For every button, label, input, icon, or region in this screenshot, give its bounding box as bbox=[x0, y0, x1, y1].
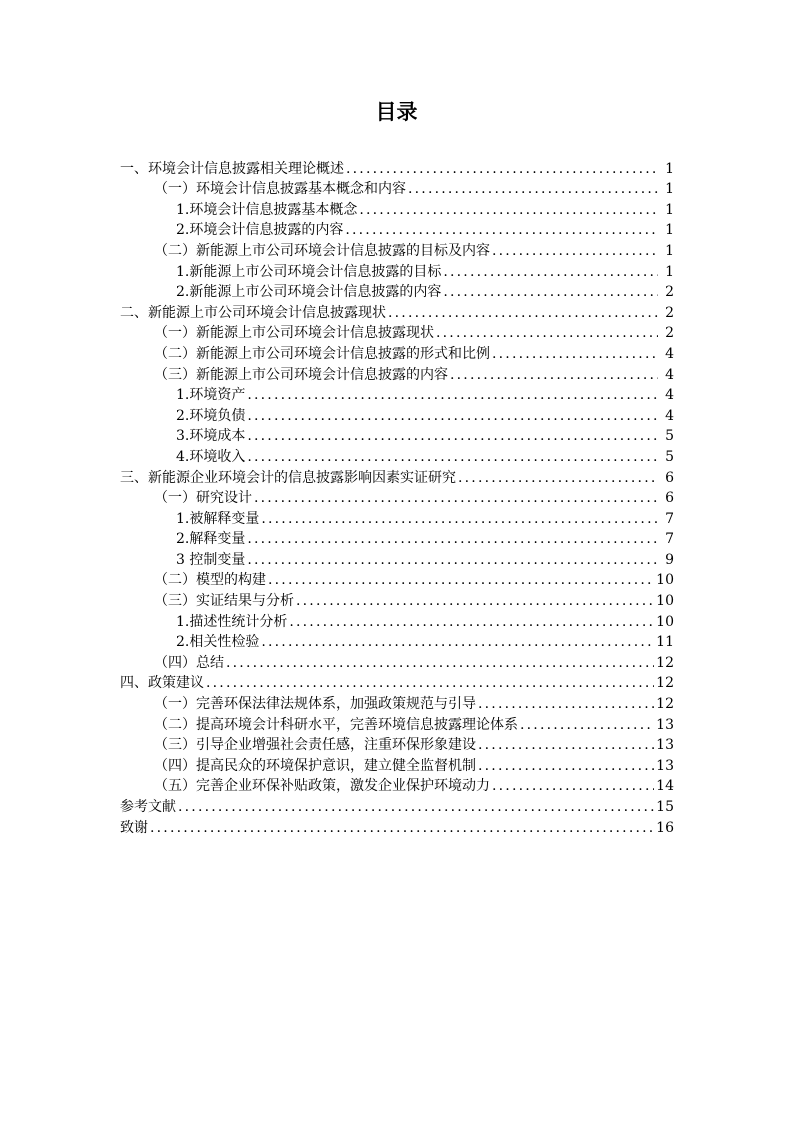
dot-leader bbox=[436, 324, 658, 342]
toc-entry-label: 2.新能源上市公司环境会计信息披露的内容 bbox=[176, 284, 442, 301]
toc-entry[interactable] bbox=[120, 816, 674, 837]
toc-entry-page-number: 13 bbox=[656, 716, 674, 733]
toc-entry[interactable] bbox=[120, 219, 674, 240]
toc-entry-label: 参考文献 bbox=[120, 799, 176, 815]
toc-entry-label: 三、新能源企业环境会计的信息披露影响因素实证研究 bbox=[120, 469, 456, 486]
toc-entry-label: 3.环境成本 bbox=[176, 428, 246, 445]
toc-entry[interactable] bbox=[120, 487, 674, 508]
dot-leader bbox=[150, 819, 654, 837]
toc-entry-label: 2.相关性检验 bbox=[176, 634, 260, 651]
toc-entry[interactable] bbox=[120, 651, 674, 672]
toc-entry-page-number: 10 bbox=[656, 572, 674, 589]
toc-entry-label: 3 控制变量 bbox=[176, 551, 246, 568]
dot-leader bbox=[247, 448, 658, 466]
toc-entry[interactable] bbox=[120, 507, 674, 528]
toc-entry-label: 1.被解释变量 bbox=[176, 510, 260, 527]
toc-entry-page-number: 9 bbox=[665, 551, 674, 568]
dot-leader bbox=[247, 551, 658, 569]
toc-entry-label: 致谢 bbox=[120, 819, 148, 836]
toc-entry[interactable] bbox=[120, 672, 674, 693]
dot-leader bbox=[296, 592, 654, 610]
toc-entry[interactable] bbox=[120, 301, 674, 322]
toc-entry-page-number: 1 bbox=[665, 222, 674, 239]
toc-entry-label: （四）提高民众的环境保护意识，建立健全监督机制 bbox=[154, 757, 476, 774]
dot-leader bbox=[492, 242, 658, 260]
toc-entry-page-number: 13 bbox=[656, 757, 674, 774]
dot-leader bbox=[443, 283, 658, 301]
dot-leader bbox=[520, 716, 654, 734]
dot-leader bbox=[261, 510, 658, 528]
toc-entry-page-number: 1 bbox=[665, 181, 674, 198]
toc-entry[interactable] bbox=[120, 713, 674, 734]
toc-entry-page-number: 14 bbox=[656, 778, 674, 795]
dot-leader bbox=[478, 757, 654, 775]
toc-entry-page-number: 6 bbox=[665, 469, 674, 486]
toc-entry-label: （一）环境会计信息披露基本概念和内容 bbox=[154, 181, 406, 198]
toc-entry[interactable] bbox=[120, 569, 674, 590]
toc-entry-label: （三）新能源上市公司环境会计信息披露的内容 bbox=[154, 366, 448, 383]
toc-entry-label: （一）完善环保法律法规体系，加强政策规范与引导 bbox=[154, 696, 476, 713]
dot-leader bbox=[268, 571, 654, 589]
toc-entry-label: （二）新能源上市公司环境会计信息披露的目标及内容 bbox=[154, 242, 490, 259]
toc-entry-label: （四）总结 bbox=[154, 654, 224, 671]
dot-leader bbox=[478, 736, 654, 754]
dot-leader bbox=[359, 201, 658, 219]
toc-entry-page-number: 16 bbox=[656, 819, 674, 836]
toc-entry-page-number: 1 bbox=[665, 242, 674, 259]
toc-entry[interactable] bbox=[120, 734, 674, 755]
toc-entry-label: （三）实证结果与分析 bbox=[154, 593, 294, 610]
toc-entry-page-number: 11 bbox=[656, 634, 674, 651]
toc-entry-page-number: 13 bbox=[656, 737, 674, 754]
toc-entry-label: （二）模型的构建 bbox=[154, 572, 266, 589]
dot-leader bbox=[478, 695, 654, 713]
toc-entry[interactable] bbox=[120, 631, 674, 652]
toc-entry[interactable] bbox=[120, 528, 674, 549]
toc-entry-label: （三）引导企业增强社会责任感，注重环保形象建设 bbox=[154, 737, 476, 754]
toc-entry-page-number: 1 bbox=[665, 263, 674, 280]
dot-leader bbox=[289, 613, 654, 631]
toc-entry-label: 4.环境收入 bbox=[176, 448, 246, 465]
dot-leader bbox=[450, 366, 658, 384]
toc-entry-page-number: 12 bbox=[656, 654, 674, 671]
toc-entry[interactable] bbox=[120, 795, 674, 816]
toc-entry[interactable] bbox=[120, 260, 674, 281]
toc-entry[interactable] bbox=[120, 466, 674, 487]
dot-leader bbox=[254, 489, 658, 507]
toc-entry-page-number: 5 bbox=[665, 448, 674, 465]
toc-entry-label: 二、新能源上市公司环境会计信息披露现状 bbox=[120, 304, 386, 321]
toc-entry-label: 1.环境会计信息披露基本概念 bbox=[176, 201, 358, 218]
toc-entry[interactable] bbox=[120, 239, 674, 260]
toc-entry[interactable] bbox=[120, 548, 674, 569]
toc-entry[interactable] bbox=[120, 445, 674, 466]
toc-entry[interactable] bbox=[120, 404, 674, 425]
dot-leader bbox=[247, 427, 658, 445]
toc-entry[interactable] bbox=[120, 425, 674, 446]
toc-entry-label: 2.环境负债 bbox=[176, 407, 246, 424]
toc-entry-label: 2.解释变量 bbox=[176, 531, 246, 548]
toc-entry-page-number: 4 bbox=[665, 387, 674, 404]
toc-entry[interactable] bbox=[120, 198, 674, 219]
toc-entry-page-number: 15 bbox=[656, 799, 674, 815]
toc-entry-page-number: 7 bbox=[665, 531, 674, 548]
toc-entry-page-number: 10 bbox=[656, 613, 674, 630]
toc-entry[interactable] bbox=[120, 692, 674, 713]
toc-entry[interactable] bbox=[120, 322, 674, 343]
toc-entry-label: 1.环境资产 bbox=[176, 387, 246, 404]
toc-entry-page-number: 7 bbox=[665, 510, 674, 527]
dot-leader bbox=[408, 180, 658, 198]
toc-entry[interactable] bbox=[120, 281, 674, 302]
toc-entry[interactable] bbox=[120, 775, 674, 796]
toc-entry-label: 四、政策建议 bbox=[120, 675, 204, 692]
toc-entry-page-number: 1 bbox=[665, 160, 674, 177]
dot-leader bbox=[206, 674, 654, 692]
dot-leader bbox=[492, 345, 658, 363]
dot-leader bbox=[247, 386, 658, 404]
toc-entry-page-number: 2 bbox=[665, 304, 674, 321]
toc-entry[interactable] bbox=[120, 342, 674, 363]
toc-entry-label: （五）完善企业环保补贴政策，激发企业保护环境动力 bbox=[154, 778, 490, 795]
table-of-contents bbox=[120, 157, 674, 837]
toc-entry-page-number: 5 bbox=[665, 428, 674, 445]
toc-entry-page-number: 2 bbox=[665, 284, 674, 301]
toc-entry-page-number: 4 bbox=[665, 366, 674, 383]
toc-entry-page-number: 12 bbox=[656, 675, 674, 692]
toc-entry-label: 2.环境会计信息披露的内容 bbox=[176, 222, 344, 239]
dot-leader bbox=[261, 633, 654, 651]
toc-entry-page-number: 6 bbox=[665, 490, 674, 507]
dot-leader bbox=[226, 654, 654, 672]
toc-entry-page-number: 4 bbox=[665, 345, 674, 362]
dot-leader bbox=[388, 304, 658, 322]
dot-leader bbox=[178, 798, 654, 816]
toc-entry[interactable] bbox=[120, 589, 674, 610]
toc-entry-label: 1.描述性统计分析 bbox=[176, 613, 288, 630]
dot-leader bbox=[458, 469, 658, 487]
toc-entry[interactable] bbox=[120, 610, 674, 631]
dot-leader bbox=[492, 777, 654, 795]
toc-entry-page-number: 4 bbox=[665, 407, 674, 424]
toc-entry-label: 1.新能源上市公司环境会计信息披露的目标 bbox=[176, 263, 442, 280]
toc-entry-label: 一、环境会计信息披露相关理论概述 bbox=[120, 160, 344, 177]
dot-leader bbox=[346, 160, 658, 178]
toc-entry[interactable] bbox=[120, 384, 674, 405]
toc-entry-page-number: 12 bbox=[656, 696, 674, 713]
toc-entry-page-number: 1 bbox=[665, 201, 674, 218]
toc-entry[interactable] bbox=[120, 178, 674, 199]
dot-leader bbox=[247, 407, 658, 425]
toc-entry-page-number: 2 bbox=[665, 325, 674, 342]
dot-leader bbox=[345, 221, 658, 239]
toc-entry[interactable] bbox=[120, 754, 674, 775]
toc-entry-page-number: 10 bbox=[656, 593, 674, 610]
toc-entry-label: （一）研究设计 bbox=[154, 490, 252, 507]
toc-entry[interactable] bbox=[120, 363, 674, 384]
toc-entry[interactable] bbox=[120, 157, 674, 178]
toc-entry-label: （二）新能源上市公司环境会计信息披露的形式和比例 bbox=[154, 345, 490, 362]
toc-entry-label: （二）提高环境会计科研水平，完善环境信息披露理论体系 bbox=[154, 716, 518, 733]
dot-leader bbox=[247, 530, 658, 548]
toc-entry-label: （一）新能源上市公司环境会计信息披露现状 bbox=[154, 325, 434, 342]
dot-leader bbox=[443, 263, 658, 281]
page-title: 目录 bbox=[375, 100, 418, 124]
